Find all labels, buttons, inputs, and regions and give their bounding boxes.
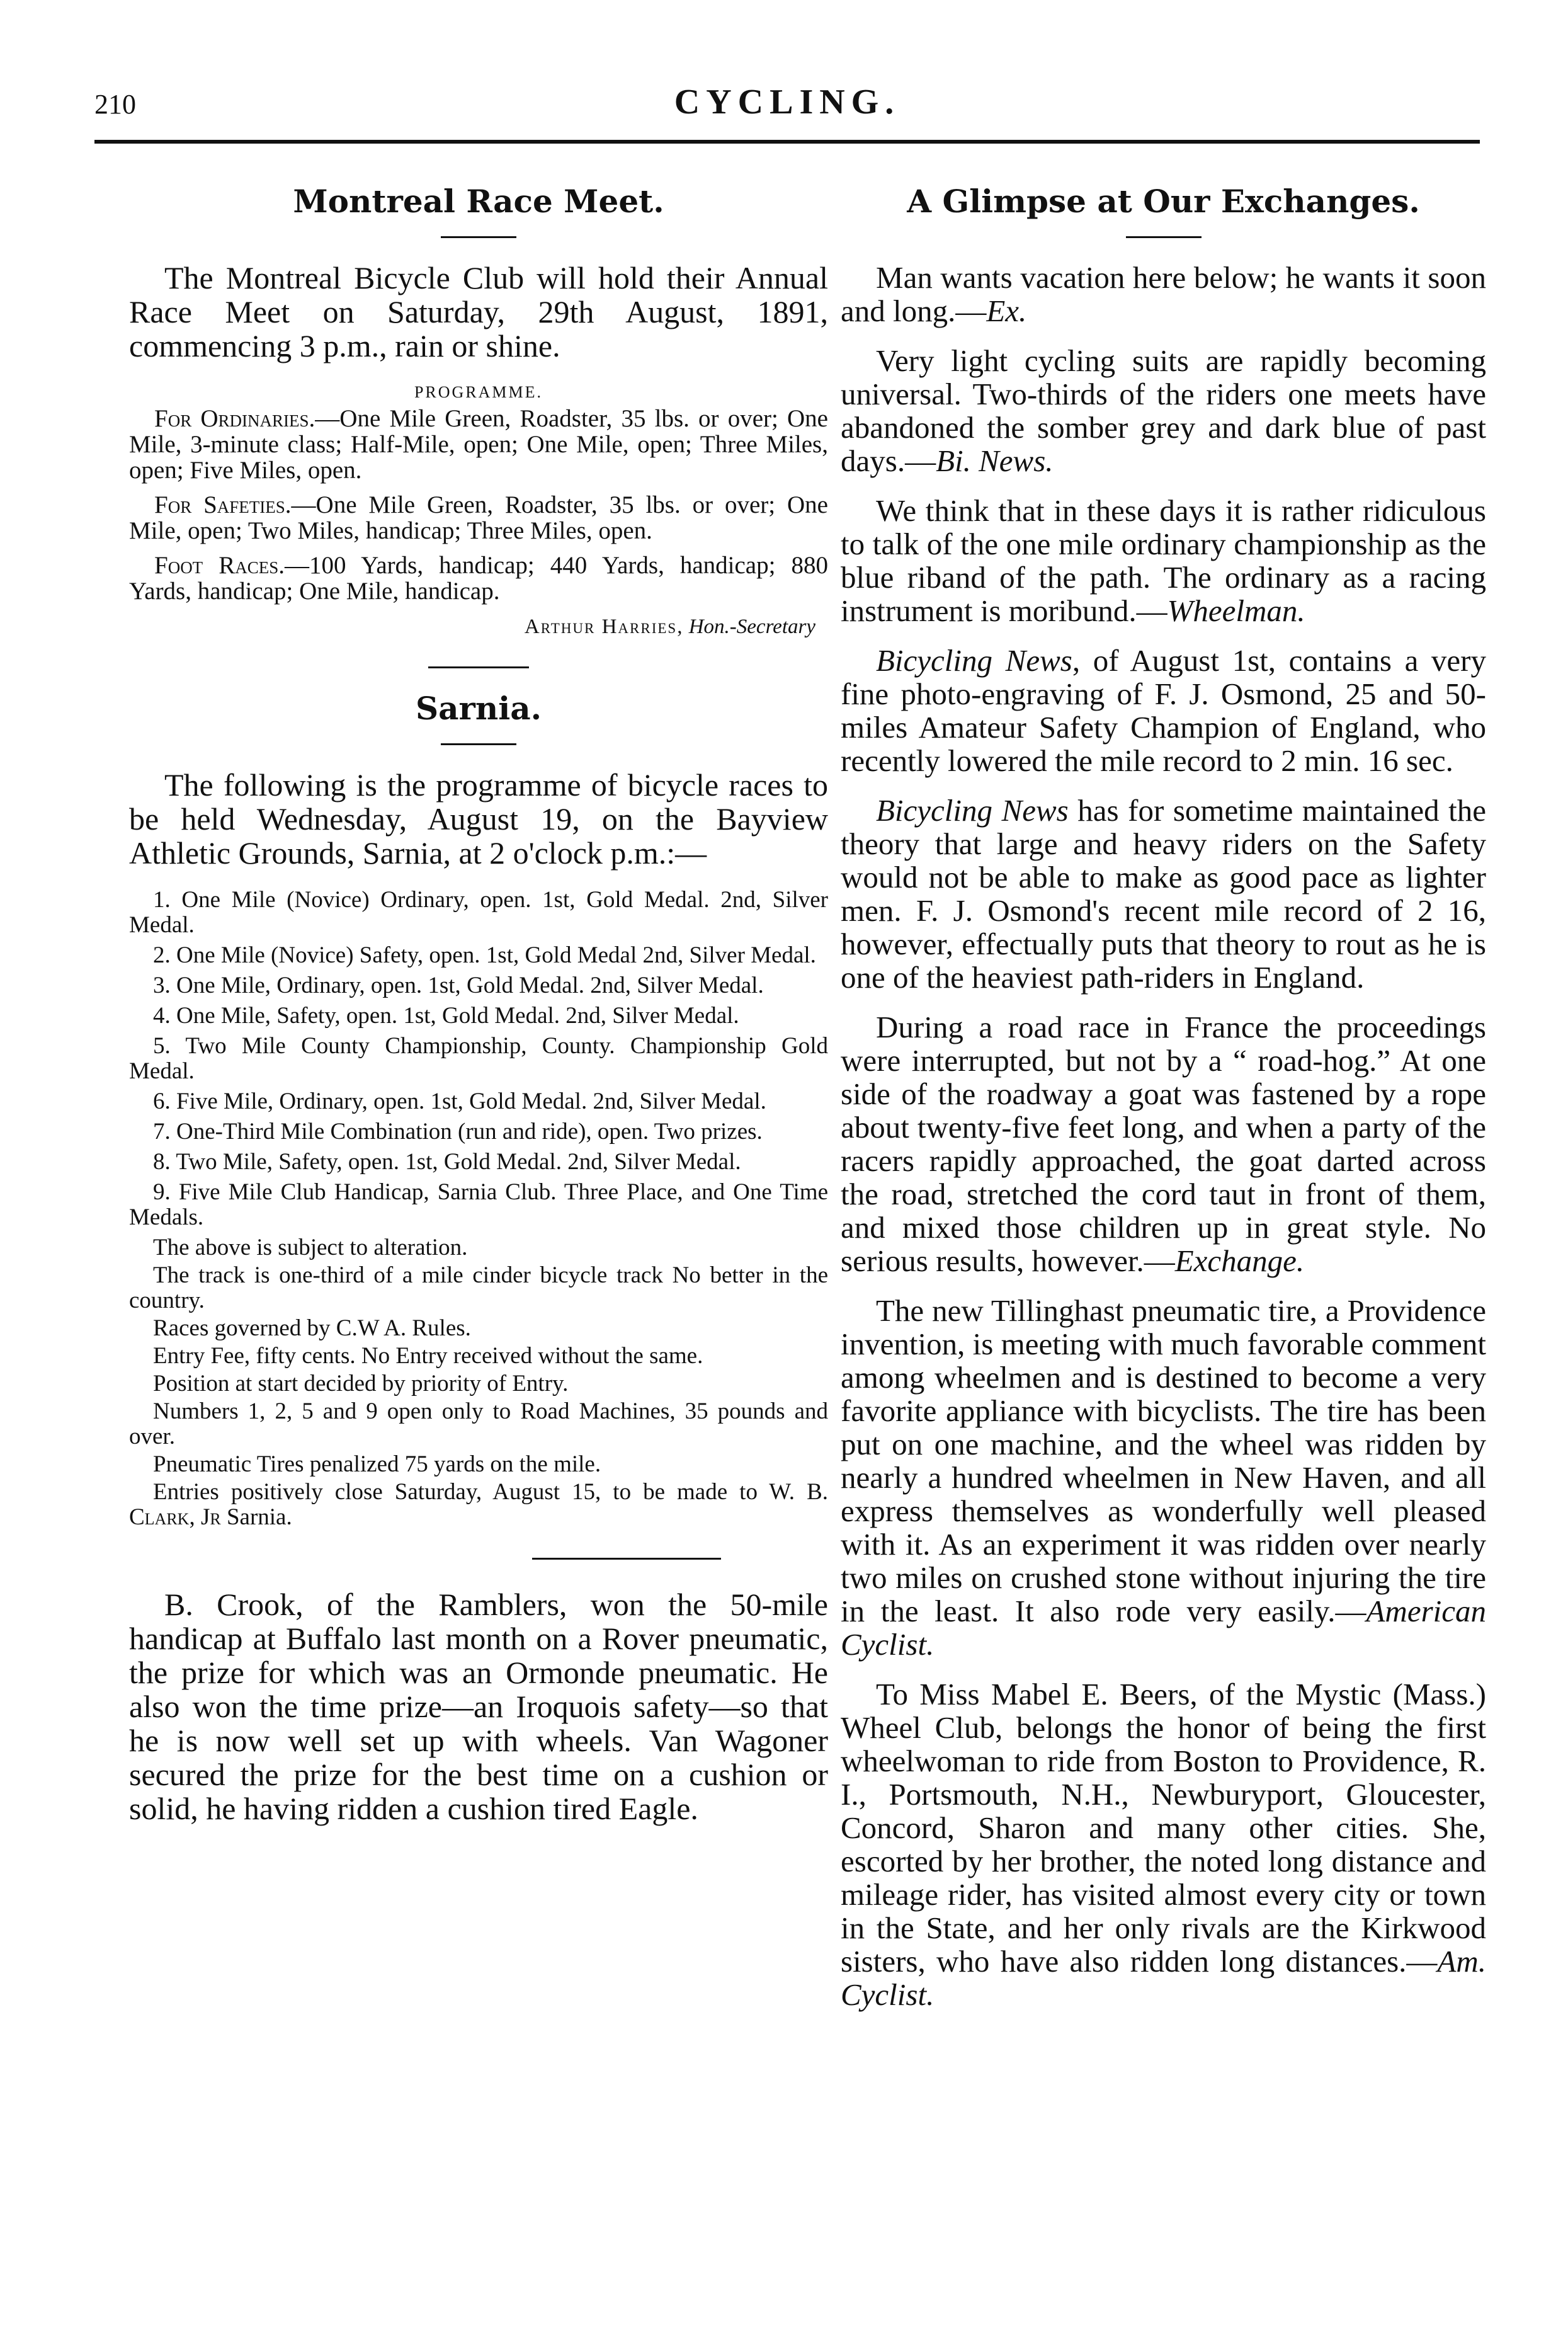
list-item: 6. Five Mile, Ordinary, open. 1st, Gold Medal. 2nd, Silver Medal. <box>153 1088 766 1114</box>
paragraph-text: To Miss Mabel E. Beers, of the Mystic (Mass.) Wheel Club, belongs the honor of being the first wheelwoman to ride from Boston to Providence, R. I., Portsmouth, N.H., Newburyport, Gloucester, Concord, Sharon and many other cities. She, escorted by her brother, the noted long distance and mileage rider, has visited almost every city or town in the State, and her only rivals are the Kirkwood sisters, who have also ridden long distances.— <box>841 1677 1486 1979</box>
divider <box>441 743 516 745</box>
source-credit: Exchange. <box>1174 1243 1305 1278</box>
paragraph-text: The new Tillinghast pneumatic tire, a Providence invention, is meeting with much favorable comment among wheelmen and is destined to become a very favorite appliance with bicyclists. The tire has been put on one machine, and the wheel was ridden by nearly a hundred wheelmen in New Haven, and all express themselves as wonderfully well pleased with it. As an experiment it was ridden over nearly two miles on crushed stone without injuring the tire in the least. It also rode very easily.— <box>841 1293 1486 1628</box>
list-item: 3. One Mile, Ordinary, open. 1st, Gold Medal. 2nd, Silver Medal. <box>153 973 764 998</box>
paragraph-text: Man wants vacation here below; he wants it soon and long.— <box>841 260 1486 328</box>
list-item: 2. One Mile (Novice) Safety, open. 1st, Gold Medal 2nd, Silver Medal. <box>153 942 816 968</box>
divider <box>532 1558 721 1560</box>
ordinaries-text: —One Mile Green, Roadster, 35 lbs. or over; One Mile, 3-minute class; Half-Mile, open; One Mile, open; Three Miles, open; Five Miles, open. <box>129 405 828 484</box>
source-credit: Wheelman. <box>1167 593 1305 628</box>
safeties-lead: For Safeties. <box>154 491 292 518</box>
closing-end: Sarnia. <box>226 1504 292 1530</box>
list-item: 4. One Mile, Safety, open. 1st, Gold Medal. 2nd, Silver Medal. <box>153 1003 739 1029</box>
ordinaries-programme <box>129 406 828 483</box>
ordinaries-lead: For Ordinaries. <box>154 405 315 432</box>
divider <box>428 666 529 668</box>
exchange-paragraph <box>841 644 1486 777</box>
sarnia-note: Position at start decided by priority of Entry. <box>153 1371 569 1397</box>
source-credit: Am. Cyclist. <box>841 1944 1486 2012</box>
sarnia-note: Entry Fee, fifty cents. No Entry received without the same. <box>153 1343 703 1369</box>
sarnia-closing-note <box>129 1480 828 1530</box>
paragraph-text: Very light cycling suits are rapidly becoming universal. Two-thirds of the riders one meets have abandoned the somber grey and dark blue of past days.— <box>841 343 1486 478</box>
sarnia-intro: The following is the programme of bicycle races to be held Wednesday, August 19, on the Bayview Athletic Grounds, Sarnia, at 2 o'clock p.m.:— <box>129 767 828 871</box>
exchange-paragraph <box>841 261 1486 328</box>
signature <box>129 615 815 639</box>
list-item: 8. Two Mile, Safety, open. 1st, Gold Medal. 2nd, Silver Medal. <box>153 1149 741 1175</box>
exchanges-heading: A Glimpse at Our Exchanges. <box>907 183 1420 220</box>
closing-name: Clark, Jr <box>129 1504 221 1530</box>
source-credit: Ex. <box>986 294 1027 328</box>
closing-text: Entries positively close Saturday, August 15, to be made to W. B. <box>153 1479 828 1505</box>
list-item: 5. Two Mile County Championship, County. Championship Gold Medal. <box>129 1033 828 1084</box>
safeties-programme <box>129 492 828 544</box>
foot-races-text: —100 Yards, handicap; 440 Yards, handicap; 880 Yards, handicap; One Mile, handicap. <box>129 552 828 605</box>
list-item: 1. One Mile (Novice) Ordinary, open. 1st, Gold Medal. 2nd, Silver Medal. <box>129 887 828 938</box>
running-title: CYCLING. <box>674 83 900 122</box>
source-credit: Bi. News. <box>936 443 1054 478</box>
paragraph-text: During a road race in France the proceedings were interrupted, but not by a “ road-hog.” At one side of the roadway a goat was fastened by a rope about twenty-five feet long, and when a party of the racers rapidly approached, the goat darted across the road, stretched the cord taut in front of them, and mixed those children up in great style. No serious results, however.— <box>841 1010 1486 1278</box>
montreal-intro: The Montreal Bicycle Club will hold their Annual Race Meet on Saturday, 29th August, 1891, commencing 3 p.m., rain or shine. <box>129 260 828 363</box>
sarnia-note: The above is subject to alteration. <box>153 1235 468 1260</box>
exchange-paragraph <box>841 494 1486 627</box>
exchange-paragraph <box>841 1010 1486 1277</box>
safeties-text: —One Mile Green, Roadster, 35 lbs. or over; One Mile, open; Two Miles, handicap; Three Miles, open. <box>129 491 828 544</box>
left-column <box>129 170 828 1834</box>
paragraph-text: We think that in these days it is rather ridiculous to talk of the one mile ordinary championship as the blue riband of the path. The ordinary as a racing instrument is moribund.— <box>841 493 1486 628</box>
foot-races-programme <box>129 552 828 604</box>
signature-title: Hon.-Secretary <box>688 615 815 638</box>
sarnia-note: Pneumatic Tires penalized 75 yards on the mile. <box>153 1451 601 1477</box>
page-header <box>94 82 1480 126</box>
list-item: 7. One-Third Mile Combination (run and ride), open. Two prizes. <box>153 1119 763 1145</box>
paragraph-text: has for sometime maintained the theory that large and heavy riders on the Safety would not be able to make as good pace as lighter men. F. J. Osmond's recent mile record of 2 16, however, effectually puts that theory to rout as he is one of the heaviest path-riders in England. <box>841 793 1486 995</box>
page-number: 210 <box>94 89 136 120</box>
list-item: 9. Five Mile Club Handicap, Sarnia Club. Three Place, and One Time Medals. <box>129 1179 828 1230</box>
foot-races-lead: Foot Races. <box>154 552 285 579</box>
sarnia-note: Races governed by C.W A. Rules. <box>153 1315 471 1341</box>
paragraph-text: , of August 1st, contains a very fine photo-engraving of F. J. Osmond, 25 and 50-miles Amateur Safety Champion of England, who recently lowered the mile record to 2 min. 16 sec. <box>841 643 1486 778</box>
exchange-paragraph <box>841 1294 1486 1661</box>
montreal-heading: Montreal Race Meet. <box>293 183 664 220</box>
right-column <box>841 170 1486 2028</box>
programme-label: PROGRAMME. <box>414 383 543 401</box>
source-credit: American Cyclist. <box>841 1594 1486 1662</box>
divider <box>441 236 516 238</box>
sarnia-note: The track is one-third of a mile cinder bicycle track No better in the country. <box>129 1262 828 1313</box>
header-rule <box>94 140 1480 144</box>
exchange-paragraph <box>841 344 1486 477</box>
publication-title: Bicycling News <box>876 643 1072 678</box>
divider <box>1126 236 1202 238</box>
publication-title: Bicycling News <box>876 793 1069 828</box>
sarnia-heading: Sarnia. <box>416 690 542 727</box>
exchange-paragraph <box>841 1677 1486 2011</box>
signature-name: Arthur Harries, <box>524 615 684 638</box>
exchange-paragraph <box>841 794 1486 994</box>
sarnia-note: Numbers 1, 2, 5 and 9 open only to Road Machines, 35 pounds and over. <box>129 1398 828 1449</box>
crook-paragraph: B. Crook, of the Ramblers, won the 50-mile handicap at Buffalo last month on a Rover pneumatic, the prize for which was an Ormonde pneumatic. He also won the time prize—an Iroquois safety—so that he is now well set up with wheels. Van Wagoner secured the prize for the best time on a cushion or solid, he having ridden a cushion tired Eagle. <box>129 1587 828 1826</box>
sarnia-programme-list <box>129 888 828 1530</box>
